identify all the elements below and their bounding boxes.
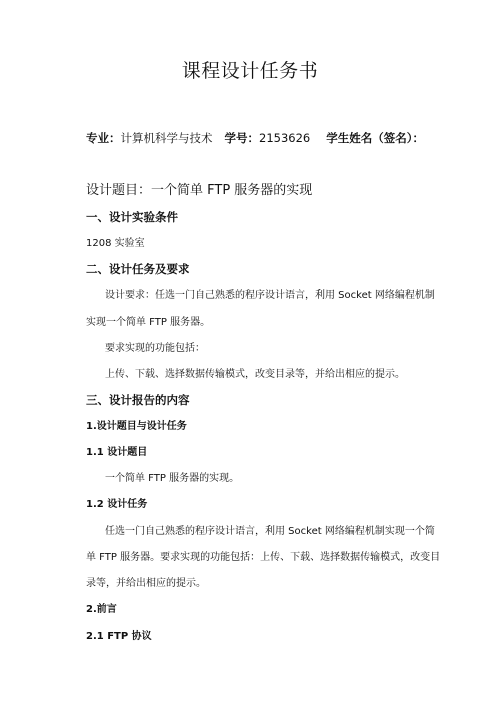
section-2-paragraph-3: 上传、下载、选择数据传输模式，改变目录等，并给出相应的提示。 <box>105 369 405 380</box>
document-title: 课程设计任务书 <box>181 60 319 82</box>
heading-1-2-line-3: 录等，并给出相应的提示。 <box>86 578 206 589</box>
heading-1-1-text: 一个简单 FTP 服务器的实现。 <box>105 473 240 484</box>
section-3-heading: 三、设计报告的内容 <box>86 393 190 407</box>
student-id-value: 2153626 <box>259 131 311 145</box>
heading-1-2-line-1: 任选一门自己熟悉的程序设计语言，利用 Socket 网络编程机制实现一个简 <box>105 526 435 537</box>
heading-1-1: 1.1 设计题目 <box>86 447 148 458</box>
heading-1: 1.设计题目与设计任务 <box>86 421 187 432</box>
major-value: 计算机科学与技术 <box>120 131 213 145</box>
section-2-paragraph-2: 要求实现的功能包括： <box>105 343 205 354</box>
heading-2-1: 2.1 FTP 协议 <box>86 631 152 642</box>
major-label: 专业： <box>86 131 121 145</box>
section-2-paragraph-1-line-2: 实现一个简单 FTP 服务器。 <box>86 317 211 328</box>
student-info-line <box>86 133 424 145</box>
section-2-heading: 二、设计任务及要求 <box>86 262 190 276</box>
student-id-label: 学号： <box>224 131 259 145</box>
section-1-heading: 一、设计实验条件 <box>86 210 178 224</box>
heading-1-2: 1.2 设计任务 <box>86 499 148 510</box>
section-2-paragraph-1-line-1: 设计要求：任选一门自己熟悉的程序设计语言，利用 Socket 网络编程机制 <box>105 290 435 301</box>
student-name-label: 学生姓名（签名）： <box>326 131 424 145</box>
heading-2: 2.前言 <box>86 604 117 615</box>
heading-1-2-line-2: 单 FTP 服务器。要求实现的功能包括：上传、下载、选择数据传输模式，改变目 <box>86 552 441 563</box>
section-1-text: 1208 实验室 <box>86 238 145 249</box>
design-topic: 设计题目：一个简单 FTP 服务器的实现 <box>86 183 313 198</box>
